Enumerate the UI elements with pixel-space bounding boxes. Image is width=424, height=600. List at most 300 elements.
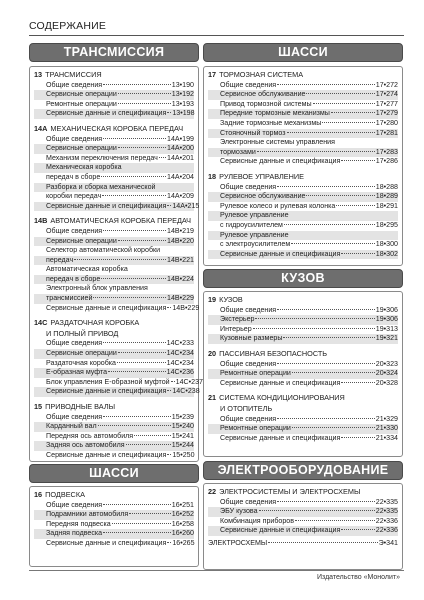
- toc-entry[interactable]: [34, 387, 200, 397]
- section-title-text: РУЛЕВОЕ УПРАВЛЕНИЕ: [219, 171, 305, 181]
- leader-dots: [277, 84, 375, 85]
- section-title-text: МЕХАНИЧЕСКАЯ КОРОБКА ПЕРЕДАЧ: [50, 123, 184, 133]
- toc-entry-label: Кузовные размеры: [220, 334, 283, 343]
- toc-entry-page: 14A•199: [167, 134, 194, 143]
- toc-entry[interactable]: [208, 100, 398, 110]
- toc-entry-page: 14A•215: [172, 201, 200, 210]
- section-number: 18: [208, 171, 217, 181]
- toc-entry-page: 13•190: [171, 80, 194, 89]
- leader-dots: [291, 243, 375, 244]
- leader-dots: [277, 418, 375, 419]
- toc-entry[interactable]: [34, 303, 200, 314]
- toc-entry[interactable]: [34, 237, 194, 247]
- section-title-text: СИСТЕМА КОНДИЦИОНИРОВАНИЯ: [219, 393, 345, 403]
- toc-entry-page: 17•279: [375, 109, 398, 118]
- toc-entry-page: 14C•234: [166, 349, 194, 358]
- panel-transmission: [29, 66, 203, 462]
- banner-chassis-right: ШАССИ: [203, 43, 403, 62]
- leader-dots: [101, 176, 166, 177]
- toc-entry[interactable]: [34, 377, 203, 388]
- toc-entry-label: Передняя ось автомобиля: [46, 431, 134, 440]
- leader-dots: [103, 532, 171, 533]
- toc-entry-label: Интерьер: [220, 324, 252, 333]
- toc-entry[interactable]: [34, 192, 194, 202]
- toc-entry-page: 14C•234: [166, 358, 194, 367]
- toc-entry-page: 17•274: [375, 90, 398, 99]
- section-title: [34, 402, 194, 412]
- toc-entry-label: Ремонтные операции: [220, 424, 291, 433]
- toc-entry-page: 15•244: [171, 441, 194, 450]
- section-number: 14C: [34, 318, 48, 328]
- toc-section: [208, 393, 398, 443]
- toc-entry[interactable]: [34, 501, 194, 511]
- toc-entry-page: 18•291: [375, 201, 398, 210]
- leader-dots: [112, 523, 171, 524]
- toc-entry[interactable]: [34, 539, 194, 549]
- section-number: 13: [34, 70, 43, 79]
- leader-dots: [341, 253, 374, 254]
- toc-entry[interactable]: [34, 432, 194, 442]
- toc-entry-page: 18•295: [375, 220, 398, 229]
- section-number: 19: [208, 295, 217, 304]
- leader-dots: [341, 382, 374, 383]
- header-rule: [29, 35, 404, 36]
- leader-dots: [117, 362, 166, 363]
- toc-entry-page: 14B•229: [172, 303, 200, 312]
- toc-entry[interactable]: [208, 231, 398, 241]
- toc-entry[interactable]: [34, 349, 194, 359]
- toc-entry-page: 16•258: [171, 519, 194, 528]
- section-title-text: ПОДВЕСКА: [45, 490, 85, 499]
- toc-entry-page: 21•334: [375, 433, 398, 442]
- toc-entry[interactable]: [34, 90, 194, 100]
- toc-entry-label: Рулевое управление: [220, 230, 289, 239]
- leader-dots: [167, 112, 171, 113]
- toc-entry-page: 18•289: [375, 192, 398, 201]
- toc-entry-page: 16•252: [171, 510, 194, 519]
- toc-entry-page: 17•272: [375, 80, 398, 89]
- toc-entry-page: Э•341: [378, 538, 398, 547]
- toc-entry-label: Механизм переключения передач: [46, 153, 158, 162]
- toc-entry[interactable]: [208, 434, 398, 444]
- toc-entry-label: Механическая коробка: [46, 163, 122, 172]
- toc-entry[interactable]: [34, 81, 194, 91]
- toc-entry-page: 14B•229: [167, 294, 194, 303]
- toc-entry[interactable]: [34, 284, 194, 294]
- section-title-text: АВТОМАТИЧЕСКАЯ КОРОБКА ПЕРЕДАЧ: [50, 216, 192, 226]
- toc-entry-label: передач: [46, 255, 74, 264]
- toc-entry-label: Сервисные данные и спецификация: [220, 526, 341, 535]
- toc-entry[interactable]: [208, 81, 398, 91]
- leader-dots: [268, 542, 377, 543]
- toc-entry[interactable]: [208, 211, 398, 221]
- toc-entry-label: Сервисные данные и спецификация: [46, 387, 167, 396]
- page-header-title: СОДЕРЖАНИЕ: [29, 20, 107, 32]
- toc-entry-page: 16•265: [172, 538, 195, 547]
- toc-entry[interactable]: [34, 451, 194, 461]
- left-column-bottom: [29, 464, 199, 567]
- toc-entry-page: 20•324: [375, 369, 398, 378]
- toc-entry-label: Общие сведения: [46, 80, 103, 89]
- toc-entry-label: Сервисные операции: [46, 144, 117, 153]
- toc-entry[interactable]: [34, 163, 194, 173]
- leader-dots: [287, 132, 375, 133]
- leader-dots: [101, 278, 166, 279]
- toc-entry-label: Сервисное обслуживание: [220, 192, 306, 201]
- section-title: [208, 295, 398, 305]
- toc-entry[interactable]: [34, 275, 194, 285]
- toc-entry-label: Сервисное обслуживание: [220, 90, 306, 99]
- panel-chassis-right: [203, 66, 403, 266]
- toc-entry[interactable]: [34, 529, 194, 539]
- leader-dots: [103, 230, 166, 231]
- toc-entry-label: Общие сведения: [220, 80, 277, 89]
- leader-dots: [295, 520, 375, 521]
- toc-entry-page: 14A•204: [167, 172, 194, 181]
- section-title: [34, 124, 194, 134]
- toc-entry-label: ЭЛЕКТРОСХЕМЫ: [208, 538, 268, 547]
- toc-entry[interactable]: [208, 138, 398, 148]
- toc-entry-label: коробки передач: [46, 192, 102, 201]
- toc-entry-label: Рулевое управление: [220, 211, 289, 220]
- toc-entry-label: Общие сведения: [46, 412, 103, 421]
- toc-entry[interactable]: [34, 173, 194, 183]
- toc-entry[interactable]: [34, 201, 200, 212]
- right-column-mid: [203, 269, 403, 457]
- toc-entry-page: 18•288: [375, 182, 398, 191]
- toc-entry-label: Задняя ось автомобиля: [46, 441, 125, 450]
- section-title-text: ТРАНСМИССИЯ: [45, 70, 102, 79]
- toc-entry-label: Общие сведения: [220, 497, 277, 506]
- toc-entry-label: передач в сборе: [46, 172, 101, 181]
- right-column: [203, 43, 403, 266]
- toc-entry-label: Общие сведения: [46, 339, 103, 348]
- leader-dots: [283, 337, 374, 338]
- toc-entry-page: 14A•209: [167, 192, 194, 201]
- toc-section: [34, 70, 194, 119]
- leader-dots: [159, 157, 166, 158]
- section-title: [208, 393, 398, 403]
- toc-entry-extra[interactable]: [208, 539, 398, 549]
- toc-entry[interactable]: [34, 100, 194, 110]
- toc-entry-label: ЭБУ кузова: [220, 507, 258, 516]
- toc-section: [34, 123, 200, 211]
- leader-dots: [103, 416, 171, 417]
- leader-dots: [306, 93, 374, 94]
- leader-dots: [167, 390, 171, 391]
- toc-entry[interactable]: [208, 517, 398, 527]
- toc-entry-label: с гидроусилителем: [220, 220, 283, 229]
- leader-dots: [167, 205, 171, 206]
- section-title: [34, 70, 194, 80]
- left-column: [29, 43, 203, 462]
- toc-entry[interactable]: [208, 90, 398, 100]
- toc-entry[interactable]: [208, 424, 398, 434]
- toc-entry[interactable]: [208, 240, 398, 250]
- toc-entry-page: 14B•221: [167, 255, 194, 264]
- toc-entry-page: 22•336: [375, 516, 398, 525]
- leader-dots: [167, 542, 171, 543]
- section-title: [208, 172, 398, 182]
- leader-dots: [292, 427, 375, 428]
- toc-entry[interactable]: [208, 221, 398, 231]
- toc-entry-label: Общие сведения: [220, 359, 277, 368]
- toc-entry-page: 13•192: [171, 90, 194, 99]
- toc-entry-label: Разборка и сборка механической: [46, 182, 156, 191]
- toc-entry[interactable]: [34, 135, 194, 145]
- toc-entry-label: Общие сведения: [46, 226, 103, 235]
- toc-entry-page: 19•313: [375, 324, 398, 333]
- toc-entry-label: Сервисные данные и спецификация: [220, 249, 341, 258]
- leader-dots: [103, 84, 171, 85]
- leader-dots: [167, 454, 171, 455]
- toc-entry-label: Сервисные данные и спецификация: [46, 109, 167, 118]
- section-title: [34, 216, 194, 226]
- toc-entry[interactable]: [34, 154, 194, 164]
- toc-entry-label: Комбинация приборов: [220, 516, 295, 525]
- toc-entry-label: Сервисные данные и спецификация: [46, 450, 167, 459]
- toc-section: [208, 70, 398, 167]
- leader-dots: [129, 513, 171, 514]
- section-title-line2: И ОТОПИТЕЛЬ: [220, 403, 273, 413]
- toc-entry-page: 18•300: [375, 240, 398, 249]
- toc-entry-label: Общие сведения: [46, 500, 103, 509]
- section-title-text: ПАССИВНАЯ БЕЗОПАСНОСТЬ: [219, 348, 328, 358]
- section-title-text: ТОРМОЗНАЯ СИСТЕМА: [219, 70, 304, 79]
- toc-entry-label: Автоматическая коробка: [46, 265, 128, 274]
- toc-entry-label: Ремонтные операции: [220, 369, 291, 378]
- toc-entry[interactable]: [208, 183, 398, 193]
- leader-dots: [341, 160, 374, 161]
- toc-entry[interactable]: [34, 339, 194, 349]
- section-title: [208, 70, 398, 80]
- toc-entry-label: Сервисные данные и спецификация: [46, 538, 167, 547]
- toc-entry-label: Сервисные данные и спецификация: [46, 201, 167, 210]
- leader-dots: [277, 186, 375, 187]
- toc-entry-page: 19•306: [375, 315, 398, 324]
- toc-entry[interactable]: [34, 294, 194, 304]
- toc-entry-label: Селектор автоматической коробки: [46, 246, 161, 255]
- toc-section: [208, 349, 398, 388]
- toc-entry-label: Общие сведения: [220, 414, 277, 423]
- toc-entry[interactable]: [34, 109, 194, 119]
- leader-dots: [277, 309, 375, 310]
- toc-entry-label: Рулевое колесо и рулевая колонка: [220, 201, 336, 210]
- leader-dots: [118, 93, 171, 94]
- toc-entry[interactable]: [208, 334, 398, 344]
- toc-entry-label: Передняя подвеска: [46, 519, 111, 528]
- toc-entry[interactable]: [208, 119, 398, 129]
- toc-entry[interactable]: [208, 415, 398, 425]
- toc-entry[interactable]: [34, 256, 194, 266]
- section-title: [208, 487, 398, 497]
- banner-body: КУЗОВ: [203, 269, 403, 288]
- toc-entry-label: Общие сведения: [220, 305, 277, 314]
- leader-dots: [253, 328, 375, 329]
- leader-dots: [103, 342, 166, 343]
- leader-dots: [134, 435, 171, 436]
- toc-section: [34, 490, 194, 549]
- leader-dots: [103, 504, 171, 505]
- toc-entry-label: Подрамники автомобиля: [46, 510, 129, 519]
- toc-entry[interactable]: [34, 510, 194, 520]
- leader-dots: [118, 240, 166, 241]
- toc-entry-label: Сервисные данные и спецификация: [220, 378, 341, 387]
- toc-entry-page: 14B•219: [167, 226, 194, 235]
- toc-entry-page: 14C•236: [166, 368, 194, 377]
- banner-transmission: ТРАНСМИССИЯ: [29, 43, 199, 62]
- toc-entry-page: 20•323: [375, 359, 398, 368]
- section-number: 15: [34, 402, 43, 411]
- leader-dots: [259, 510, 375, 511]
- toc-entry[interactable]: [208, 379, 398, 389]
- leader-dots: [277, 363, 375, 364]
- panel-body: [203, 291, 403, 457]
- leader-dots: [331, 112, 375, 113]
- toc-entry-label: Электронные системы управления: [220, 138, 335, 147]
- toc-entry-label: Сервисные данные и спецификация: [220, 157, 341, 166]
- toc-entry[interactable]: [34, 368, 194, 378]
- toc-entry[interactable]: [208, 157, 398, 167]
- leader-dots: [255, 318, 374, 319]
- toc-entry[interactable]: [34, 265, 194, 275]
- toc-entry-label: Стояночный тормоз: [220, 128, 286, 137]
- toc-entry-page: 20•328: [375, 378, 398, 387]
- toc-entry-page: 19•321: [375, 334, 398, 343]
- toc-entry[interactable]: [34, 359, 194, 369]
- leader-dots: [341, 529, 374, 530]
- toc-entry[interactable]: [34, 144, 194, 154]
- toc-entry[interactable]: [34, 183, 194, 193]
- toc-entry-page: 21•330: [375, 424, 398, 433]
- right-column-bottom: [203, 461, 403, 570]
- toc-entry-label: Сервисные операции: [46, 349, 117, 358]
- section-title-text: ЭЛЕКТРОСИСТЕМЫ И ЭЛЕКТРОСХЕМЫ: [219, 487, 361, 496]
- toc-entry[interactable]: [208, 202, 398, 212]
- leader-dots: [102, 195, 166, 196]
- toc-entry-label: Общие сведения: [220, 182, 277, 191]
- toc-entry-label: Сервисные операции: [46, 236, 117, 245]
- toc-entry-label: E-образная муфта: [46, 368, 108, 377]
- section-title: [34, 490, 194, 500]
- toc-entry-page: 16•260: [171, 529, 194, 538]
- section-number: 22: [208, 487, 217, 496]
- toc-entry-page: 22•336: [375, 526, 398, 535]
- toc-entry[interactable]: [208, 192, 398, 202]
- leader-dots: [277, 501, 375, 502]
- toc-entry-page: 14B•224: [167, 274, 194, 283]
- leader-dots: [118, 147, 166, 148]
- footer-rule: [29, 570, 404, 571]
- leader-dots: [126, 444, 171, 445]
- toc-entry[interactable]: [34, 227, 194, 237]
- leader-dots: [74, 259, 166, 260]
- leader-dots: [171, 381, 175, 382]
- toc-entry-label: Ремонтные операции: [46, 99, 117, 108]
- toc-section: [34, 216, 200, 313]
- toc-entry-page: 15•250: [172, 450, 195, 459]
- leader-dots: [322, 122, 374, 123]
- footer-publisher: Издательство «Монолит»: [316, 574, 400, 581]
- toc-entry-page: 19•306: [375, 305, 398, 314]
- section-title: [208, 349, 398, 359]
- section-number: 17: [208, 70, 217, 79]
- toc-entry[interactable]: [34, 246, 194, 256]
- toc-entry[interactable]: [208, 507, 398, 517]
- section-number: 14B: [34, 216, 48, 226]
- leader-dots: [313, 103, 375, 104]
- toc-entry[interactable]: [208, 498, 398, 508]
- leader-dots: [336, 205, 374, 206]
- toc-entry[interactable]: [208, 360, 398, 370]
- panel-electrical: [203, 483, 403, 570]
- toc-entry[interactable]: [34, 422, 194, 432]
- toc-section: [208, 172, 398, 259]
- toc-entry[interactable]: [208, 369, 398, 379]
- section-title-text: КУЗОВ: [219, 295, 243, 304]
- toc-entry[interactable]: [208, 109, 398, 119]
- section-title-text: РАЗДАТОЧНАЯ КОРОБКА: [50, 318, 140, 328]
- toc-entry-label: Электронный блок управления: [46, 284, 148, 293]
- toc-entry-label: Сервисные данные и спецификация: [46, 303, 167, 312]
- toc-entry-page: 17•277: [375, 99, 398, 108]
- toc-entry-page: 22•335: [375, 497, 398, 506]
- leader-dots: [103, 138, 166, 139]
- toc-entry-page: 16•251: [171, 500, 194, 509]
- leader-dots: [108, 371, 166, 372]
- toc-entry[interactable]: [208, 148, 398, 158]
- toc-entry[interactable]: [34, 520, 194, 530]
- section-number: 21: [208, 393, 217, 403]
- toc-entry-page: 15•240: [171, 422, 194, 431]
- toc-entry[interactable]: [208, 315, 398, 325]
- toc-entry-page: 14A•201: [167, 153, 194, 162]
- toc-entry-label: с электроусилителем: [220, 240, 291, 249]
- toc-entry-page: 17•286: [375, 157, 398, 166]
- leader-dots: [98, 425, 171, 426]
- toc-entry-label: Сервисные данные и спецификация: [220, 433, 341, 442]
- toc-entry[interactable]: [208, 325, 398, 335]
- leader-dots: [284, 224, 375, 225]
- toc-entry-page: 14A•200: [167, 144, 194, 153]
- toc-entry[interactable]: [208, 306, 398, 316]
- banner-chassis-left: ШАССИ: [29, 464, 199, 483]
- toc-entry-page: 18•302: [375, 249, 398, 258]
- toc-entry[interactable]: [34, 441, 194, 451]
- toc-entry-page: 15•239: [171, 412, 194, 421]
- toc-entry-page: 14C•237: [175, 377, 203, 386]
- toc-entry[interactable]: [208, 250, 398, 260]
- toc-entry[interactable]: [208, 129, 398, 139]
- toc-entry-page: 15•241: [171, 431, 194, 440]
- toc-entry-label: Карданный вал: [46, 422, 97, 431]
- leader-dots: [306, 195, 374, 196]
- leader-dots: [341, 437, 374, 438]
- toc-entry-label: Задняя подвеска: [46, 529, 103, 538]
- toc-entry[interactable]: [208, 526, 398, 536]
- toc-entry-page: 13•193: [171, 99, 194, 108]
- toc-entry-label: трансмиссией: [46, 294, 93, 303]
- toc-entry-page: 14C•233: [166, 339, 194, 348]
- toc-entry-label: Блок управления E-образной муфтой: [46, 377, 170, 386]
- toc-entry-page: 17•283: [375, 147, 398, 156]
- toc-entry-label: Сервисные операции: [46, 90, 117, 99]
- toc-entry[interactable]: [34, 413, 194, 423]
- toc-entry-label: Общие сведения: [46, 134, 103, 143]
- leader-dots: [93, 297, 166, 298]
- toc-entry-page: 13•198: [172, 109, 195, 118]
- toc-section: [208, 295, 398, 344]
